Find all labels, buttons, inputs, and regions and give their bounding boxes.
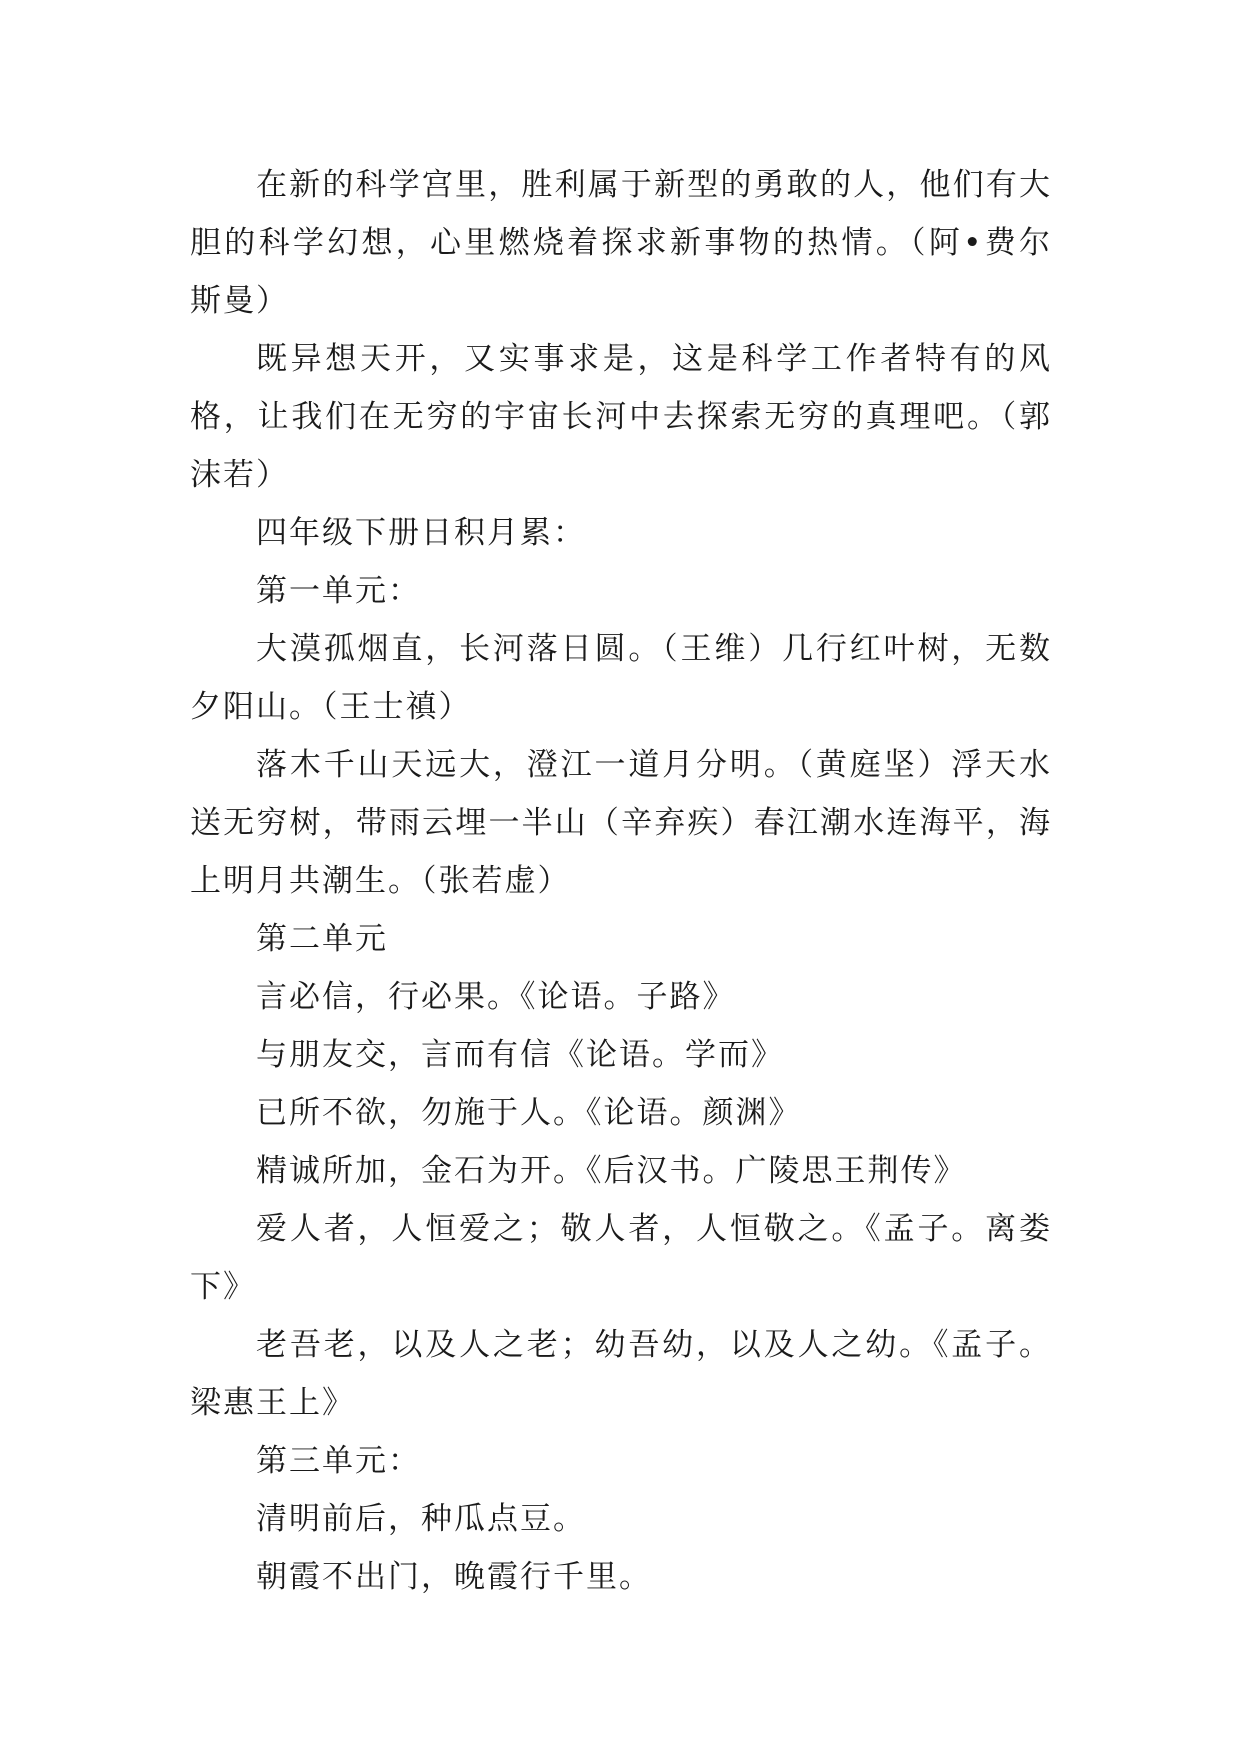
unit2-quote-2: 与朋友交，言而有信《论语。学而》 xyxy=(256,1037,784,1073)
section-heading-grade4: 四年级下册日积月累： xyxy=(256,515,586,551)
unit-heading-1: 第一单元： xyxy=(256,573,421,609)
unit2-quote-3: 已所不欲，勿施于人。《论语。颜渊》 xyxy=(256,1095,802,1131)
unit2-quote-4: 精诚所加，金石为开。《后汉书。广陵思王荆传》 xyxy=(256,1153,967,1189)
unit2-quote-5: 爱人者，人恒爱之；敬人者，人恒敬之。《孟子。离娄下》 xyxy=(190,1211,1052,1305)
unit-heading-3: 第三单元： xyxy=(256,1443,421,1479)
paragraph-quote-guo-moruo: 既异想天开，又实事求是，这是科学工作者特有的风格，让我们在无穷的宇宙长河中去探索无穷的真理吧。（郭沫若） xyxy=(190,341,1052,493)
unit3-proverb-2: 朝霞不出门，晚霞行千里。 xyxy=(256,1559,652,1595)
unit1-poem-line-2: 落木千山天远大，澄江一道月分明。（黄庭坚）浮天水送无穷树，带雨云埋一半山（辛弃疾）春江潮水连海平，海上明月共潮生。（张若虚） xyxy=(190,747,1052,899)
paragraph-quote-fersman: 在新的科学宫里，胜利属于新型的勇敢的人，他们有大胆的科学幻想，心里燃烧着探求新事物的热情。（阿•费尔斯曼） xyxy=(190,167,1052,319)
unit-heading-2: 第二单元 xyxy=(256,921,388,957)
unit3-proverb-1: 清明前后，种瓜点豆。 xyxy=(256,1501,586,1537)
unit2-quote-6: 老吾老，以及人之老；幼吾幼，以及人之幼。《孟子。梁惠王上》 xyxy=(190,1327,1052,1421)
document-body xyxy=(190,156,1052,1606)
unit1-poem-line-1: 大漠孤烟直，长河落日圆。（王维）几行红叶树，无数夕阳山。（王士禛） xyxy=(190,631,1052,725)
unit2-quote-1: 言必信，行必果。《论语。子路》 xyxy=(256,979,736,1015)
